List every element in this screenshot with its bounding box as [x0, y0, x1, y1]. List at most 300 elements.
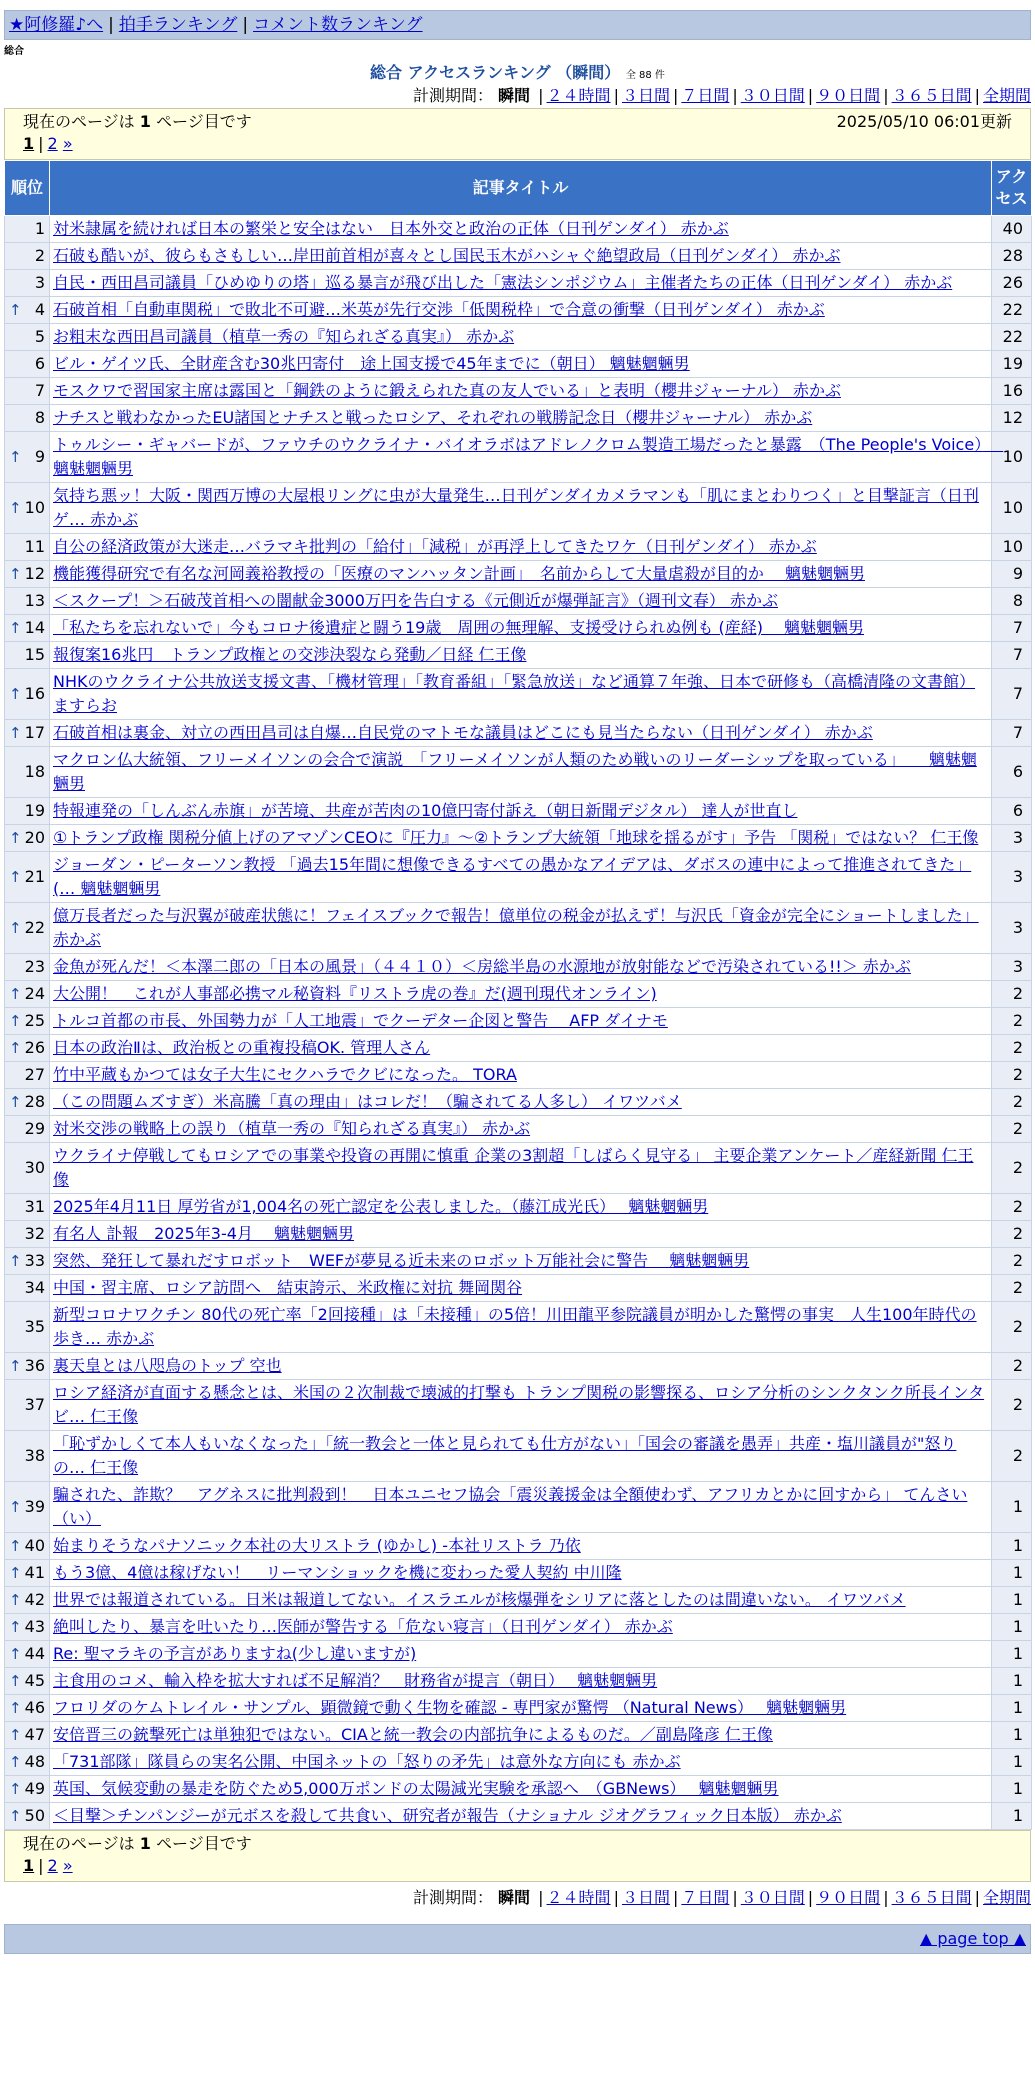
access-count: 7: [992, 669, 1032, 720]
rank-number: 10: [24, 498, 45, 517]
article-title-link[interactable]: 裏天皇とは八咫烏のトップ 空也: [53, 1356, 282, 1375]
rank-cell: [5, 1722, 50, 1749]
rank-cell: [5, 720, 50, 747]
access-count: 3: [992, 903, 1032, 954]
title-cell: [50, 1116, 992, 1143]
rank-up-arrow-icon: ↑: [9, 1039, 22, 1057]
rank-number: 19: [24, 801, 45, 820]
rank-number: 23: [24, 957, 45, 976]
separator: |: [732, 86, 738, 105]
title-cell: [50, 1722, 992, 1749]
article-title-link[interactable]: フロリダのケムトレイル・サンプル、顕微鏡で動く生物を確認 - 専門家が驚愕 （Natural News） 魑魅魍魎男: [53, 1698, 847, 1717]
article-title-link[interactable]: 主食用のコメ、輸入枠を拡大すれば不足解消？ 財務省が提言（朝日） 魑魅魍魎男: [53, 1671, 658, 1690]
header-title: 記事タイトル: [50, 161, 992, 216]
separator: |: [538, 1888, 544, 1907]
access-count: 1: [992, 1533, 1032, 1560]
title-cell: [50, 561, 992, 588]
rank-cell: [5, 378, 50, 405]
access-count: 1: [992, 1749, 1032, 1776]
rank-up-arrow-icon: ↑: [9, 1645, 22, 1663]
separator: |: [538, 86, 544, 105]
rank-up-arrow-icon: ↑: [9, 619, 22, 637]
period-current: 瞬間: [498, 86, 531, 105]
article-title-link[interactable]: 「731部隊」隊員らの実名公開、中国ネットの「怒りの矛先」は意外な方向にも 赤かぶ: [53, 1752, 681, 1771]
period-link[interactable]: ２４時間: [546, 86, 611, 105]
access-count: 9: [992, 561, 1032, 588]
title-cell: [50, 1353, 992, 1380]
article-title-link[interactable]: 「私たちを忘れないで」今もコロナ後遺症と闘う19歳 周囲の無理解、支援受けられぬ例も (産経) 魑魅魍魎男: [53, 618, 865, 637]
access-count: 2: [992, 1302, 1032, 1353]
title-cell: [50, 324, 992, 351]
title-cell: [50, 1035, 992, 1062]
article-title-link[interactable]: 騙された、詐欺？ アグネスに批判殺到！ 日本ユニセフ協会「震災義援金は全額使わず、アフリカとかに回すから」 てんさい（い）: [53, 1485, 968, 1528]
article-title-link[interactable]: マクロン仏大統領、フリーメイソンの会合で演説 「フリーメイソンが人類のため戦いのリーダーシップを取っている」 魑魅魍魎男: [53, 750, 977, 793]
rank-cell: [5, 1668, 50, 1695]
article-title-link[interactable]: もう3億、4億は稼げない！ リーマンショックを機に変わった愛人契約 中川隆: [53, 1563, 622, 1582]
table-row: [5, 270, 1032, 297]
rank-number: 34: [24, 1278, 45, 1297]
article-title-link[interactable]: ＜目撃＞チンパンジーが元ボスを殺して共食い、研究者が報告（ナショナル ジオグラフィック日本版） 赤かぶ: [53, 1806, 842, 1825]
rank-cell: [5, 405, 50, 432]
separator: |: [613, 1888, 619, 1907]
separator: |: [242, 15, 249, 35]
article-title-link[interactable]: ロシア経済が直面する懸念とは、米国の２次制裁で壊滅的打撃も トランプ関税の影響探る、ロシア分析のシンクタンク所長インタビ… 仁王像: [53, 1383, 985, 1426]
article-title-link[interactable]: 中国・習主席、ロシア訪問へ 結束誇示、米政権に対抗 舞岡関谷: [53, 1278, 523, 1297]
title-cell: [50, 1248, 992, 1275]
table-row: [5, 747, 1032, 798]
table-row: [5, 1380, 1032, 1431]
table-row: [5, 798, 1032, 825]
rank-up-arrow-icon: ↑: [9, 1498, 22, 1516]
rank-up-arrow-icon: ↑: [9, 1618, 22, 1636]
rank-number: 39: [24, 1497, 45, 1516]
separator: |: [807, 86, 814, 105]
access-count: 22: [992, 324, 1032, 351]
title-cell: [50, 1143, 992, 1194]
clap-ranking-link[interactable]: 拍手ランキング: [118, 15, 238, 35]
rank-cell: [5, 747, 50, 798]
access-count: 19: [992, 351, 1032, 378]
separator: |: [108, 15, 114, 35]
rank-cell: [5, 1248, 50, 1275]
title-cell: [50, 1221, 992, 1248]
table-row: [5, 1143, 1032, 1194]
rank-number: 48: [24, 1752, 45, 1771]
rank-number: 11: [24, 537, 45, 556]
access-count: 28: [992, 243, 1032, 270]
table-row: [5, 1431, 1032, 1482]
access-count: 2: [992, 1143, 1032, 1194]
access-count: 26: [992, 270, 1032, 297]
period-current: 瞬間: [498, 1888, 531, 1907]
rank-cell: [5, 1641, 50, 1668]
article-title-link[interactable]: ビル・ゲイツ氏、全財産含む30兆円寄付 途上国支援で45年までに（朝日） 魑魅魍魎男: [53, 354, 690, 373]
rank-number: 35: [24, 1317, 45, 1336]
table-row: [5, 1641, 1032, 1668]
access-count: 40: [992, 216, 1032, 243]
rank-number: 24: [24, 984, 45, 1003]
title-cell: [50, 954, 992, 981]
period-link[interactable]: ３０日間: [740, 86, 805, 105]
table-header-row: [5, 161, 1032, 216]
title-cell: [50, 432, 1004, 483]
rank-cell: [5, 270, 50, 297]
rank-up-arrow-icon: ↑: [9, 1357, 22, 1375]
access-count: 2: [992, 1089, 1032, 1116]
period-link[interactable]: 全期間: [982, 86, 1031, 105]
access-count: 1: [992, 1641, 1032, 1668]
rank-cell: [5, 1302, 50, 1353]
rank-up-arrow-icon: ↑: [9, 1807, 22, 1825]
rank-cell: [5, 1431, 50, 1482]
table-row: [5, 324, 1032, 351]
header-rank: 順位: [5, 161, 50, 216]
rank-cell: [5, 1194, 50, 1221]
rank-cell: [5, 1776, 50, 1803]
article-title-link[interactable]: 自民・西田昌司議員「ひめゆりの塔」巡る暴言が飛び出した「憲法シンポジウム」主催者たちの正体（日刊ゲンダイ） 赤かぶ: [53, 273, 953, 292]
article-title-link[interactable]: 石破首相「自動車関税」で敗北不可避…米英が先行交渉「低関税枠」で合意の衝撃（日刊ゲンダイ） 赤かぶ: [53, 300, 825, 319]
rank-number: 33: [24, 1251, 45, 1270]
rank-number: 42: [24, 1590, 45, 1609]
table-row: [5, 981, 1032, 1008]
period-link[interactable]: ３６５日間: [891, 1888, 972, 1907]
rank-number: 25: [24, 1011, 45, 1030]
rank-cell: [5, 669, 50, 720]
access-count: 2: [992, 1248, 1032, 1275]
home-link[interactable]: ★阿修羅♪へ: [9, 15, 104, 35]
article-title-link[interactable]: 対米隷属を続ければ日本の繁栄と安全はない 日本外交と政治の正体（日刊ゲンダイ） 赤かぶ: [53, 219, 729, 238]
rank-cell: [5, 1008, 50, 1035]
title-cell: [50, 642, 992, 669]
rank-cell: [5, 483, 50, 534]
table-row: [5, 561, 1032, 588]
article-title-link[interactable]: トルコ首都の市長、外国勢力が「人工地震」でクーデター企図と警告 AFP ダイナモ: [53, 1011, 668, 1030]
rank-up-arrow-icon: ↑: [9, 724, 22, 742]
rank-number: 29: [24, 1119, 45, 1138]
article-title-link[interactable]: 絶叫したり、暴言を吐いたり…医師が警告する「危ない寝言」（日刊ゲンダイ） 赤かぶ: [53, 1617, 673, 1636]
access-count: 2: [992, 1194, 1032, 1221]
rank-up-arrow-icon: ↑: [9, 1753, 22, 1771]
article-title-link[interactable]: 有名人 訃報 2025年3-4月 魑魅魍魎男: [53, 1224, 355, 1243]
separator: |: [672, 1888, 679, 1907]
page-2-link[interactable]: 2: [47, 134, 58, 153]
article-title-link[interactable]: ナチスと戦わなかったEU諸国とナチスと戦ったロシア、それぞれの戦勝記念日（櫻井ジャーナル） 赤かぶ: [53, 408, 813, 427]
period-label: 計測期間：: [412, 1888, 493, 1907]
access-count: 10: [992, 534, 1032, 561]
table-row: [5, 1668, 1032, 1695]
table-row: [5, 615, 1032, 642]
period-link[interactable]: ７日間: [681, 1888, 730, 1907]
article-title-link[interactable]: 安倍晋三の銃撃死亡は単独犯ではない。CIAと統一教会の内部抗争によるものだ。／副島隆彦 仁王像: [53, 1725, 773, 1744]
separator: |: [974, 86, 980, 105]
rank-number: 13: [24, 591, 45, 610]
rank-number: 21: [24, 867, 45, 886]
table-row: [5, 1248, 1032, 1275]
rank-number: 27: [24, 1065, 45, 1084]
title-cell: [50, 405, 992, 432]
article-title-link[interactable]: 金魚が死んだ！＜本澤二郎の「日本の風景」（４４１０）＜房総半島の水源地が放射能などで汚染されている!!＞ 赤かぶ: [53, 957, 911, 976]
rank-cell: [5, 798, 50, 825]
access-count: 3: [992, 825, 1032, 852]
rank-cell: [5, 432, 50, 483]
table-row: [5, 1722, 1032, 1749]
rank-cell: [5, 1695, 50, 1722]
rank-up-arrow-icon: ↑: [9, 1672, 22, 1690]
rank-number: 17: [24, 723, 45, 742]
rank-cell: [5, 1143, 50, 1194]
title-cell: [50, 588, 992, 615]
article-title-link[interactable]: 大公開！ これが人事部必携マル秘資料『リストラ虎の巻』だ(週刊現代オンライン): [53, 984, 657, 1003]
rank-cell: [5, 588, 50, 615]
period-link[interactable]: ２４時間: [546, 1888, 611, 1907]
table-row: [5, 1302, 1032, 1353]
breadcrumb: 総合: [4, 46, 24, 57]
access-count: 3: [992, 954, 1032, 981]
access-count: 7: [992, 720, 1032, 747]
table-row: [5, 1194, 1032, 1221]
title-cell: [50, 1803, 992, 1830]
table-row: [5, 825, 1032, 852]
rank-number: 40: [24, 1536, 45, 1555]
table-row: [5, 954, 1032, 981]
rank-cell: [5, 1116, 50, 1143]
title-cell: [50, 1533, 992, 1560]
article-title-link[interactable]: 英国、気候変動の暴走を防ぐため5,000万ポンドの太陽減光実験を承認へ （GBNews） 魑魅魍魎男: [53, 1779, 779, 1798]
title-cell: [50, 1275, 992, 1302]
period-label: 計測期間：: [412, 86, 493, 105]
period-link[interactable]: ３０日間: [740, 1888, 805, 1907]
rank-cell: [5, 1089, 50, 1116]
title-cell: [50, 270, 992, 297]
table-row: [5, 1749, 1032, 1776]
rank-number: 37: [24, 1395, 45, 1414]
rank-number: 9: [34, 447, 45, 466]
title-mode: （瞬間）: [556, 63, 621, 82]
ranking-table: [4, 160, 1032, 1830]
article-title-link[interactable]: ＜スクープ！＞石破茂首相への闇献金3000万円を告白する《元側近が爆弾証言》（週刊文春） 赤かぶ: [53, 591, 779, 610]
table-row: [5, 1221, 1032, 1248]
table-row: [5, 720, 1032, 747]
article-title-link[interactable]: 始まりそうなパナソニック本社の大リストラ (ゆかし) -本社リストラ 乃依: [53, 1536, 581, 1555]
title-cell: [50, 297, 992, 324]
article-title-link[interactable]: 世界では報道されている。日米は報道してない。イスラエルが核爆弾をシリアに落としたのは間違いない。 イワツバメ: [53, 1590, 906, 1609]
rank-cell: [5, 561, 50, 588]
table-row: [5, 903, 1032, 954]
period-link[interactable]: ９０日間: [816, 86, 881, 105]
current-page-text: 現在のページは 1 ページ目です: [23, 112, 252, 131]
top-navbar: [4, 10, 1031, 40]
title-cell: [50, 1776, 992, 1803]
article-title-link[interactable]: モスクワで習国家主席は露国と「鋼鉄のように鍛えられた真の友人でいる」と表明（櫻井ジャーナル） 赤かぶ: [53, 381, 841, 400]
table-row: [5, 378, 1032, 405]
next-page-link[interactable]: »: [62, 134, 73, 153]
rank-cell: [5, 1587, 50, 1614]
article-title-link[interactable]: 特報連発の「しんぶん赤旗」が苦境、共産が苦肉の10億円寄付訴え（朝日新聞デジタル） 達人が世直し: [53, 801, 798, 820]
article-title-link[interactable]: 石破首相は裏金、対立の西田昌司は自爆…自民党のマトモな議員はどこにも見当たらない（日刊ゲンダイ） 赤かぶ: [53, 723, 873, 742]
comment-ranking-link[interactable]: コメント数ランキング: [253, 15, 423, 35]
access-count: 1: [992, 1482, 1032, 1533]
table-row: [5, 405, 1032, 432]
table-row: [5, 1116, 1032, 1143]
rank-number: 18: [24, 762, 45, 781]
article-title-link[interactable]: ジョーダン・ピーターソン教授 「過去15年間に想像できるすべての愚かなアイデアは、ダボスの連中によって推進されてきた」(… 魑魅魍魎男: [53, 855, 972, 898]
article-title-link[interactable]: （この問題ムズすぎ）米高騰「真の理由」はコレだ！（騙されてる人多し） イワツバメ: [53, 1092, 682, 1111]
article-title-link[interactable]: 対米交渉の戦略上の誤り（植草一秀の『知られざる真実』） 赤かぶ: [53, 1119, 531, 1138]
access-count: 1: [992, 1695, 1032, 1722]
rank-number: 5: [34, 327, 45, 346]
article-title-link[interactable]: 「恥ずかしくて本人もいなくなった」「統一教会と一体と見られても仕方がない」「国会の審議を愚弄」共産・塩川議員が"怒りの… 仁王像: [53, 1434, 957, 1477]
article-title-link[interactable]: NHKのウクライナ公共放送支援文書、「機材管理」「教育番組」「緊急放送」など通算７年強、日本で研修も（高橋清隆の文書館） ますらお: [53, 672, 976, 715]
access-count: 1: [992, 1776, 1032, 1803]
title-cell: [50, 1008, 992, 1035]
title-cell: [50, 852, 992, 903]
title-cell: [50, 1560, 992, 1587]
article-title-link[interactable]: 億万長者だった与沢翼が破産状態に！フェイスブックで報告！億単位の税金が払えず！与沢氏「資金が完全にショートしました」 赤かぶ: [53, 906, 979, 949]
table-row: [5, 216, 1032, 243]
period-link[interactable]: ３日間: [621, 1888, 670, 1907]
rank-cell: [5, 1221, 50, 1248]
title-cell: [50, 1194, 992, 1221]
rank-number: 43: [24, 1617, 45, 1636]
access-count: 2: [992, 1035, 1032, 1062]
article-title-link[interactable]: 竹中平蔵もかつては女子大生にセクハラでクビになった。 TORA: [53, 1065, 517, 1084]
table-row: [5, 1482, 1032, 1533]
period-links: [535, 1888, 1031, 1907]
title-cell: [50, 798, 992, 825]
rank-number: 49: [24, 1779, 45, 1798]
title-cell: [50, 378, 992, 405]
separator: |: [883, 86, 889, 105]
access-count: 1: [992, 1587, 1032, 1614]
title-cell: [50, 1641, 992, 1668]
access-count: 2: [992, 1353, 1032, 1380]
rank-number: 30: [24, 1158, 45, 1177]
rank-number: 44: [24, 1644, 45, 1663]
rank-number: 36: [24, 1356, 45, 1375]
article-title-link[interactable]: 石破も酷いが、彼らもさもしい…岸田前首相が喜々とし国民玉木がハシャぐ絶望政局（日刊ゲンダイ） 赤かぶ: [53, 246, 841, 265]
rank-cell: [5, 903, 50, 954]
article-title-link[interactable]: トゥルシー・ギャバードが、ファウチのウクライナ・バイオラボはアドレノクロム製造工場だったと暴露 （The People's Voice） 魑魅魍魎男: [53, 435, 1004, 478]
rank-number: 6: [34, 354, 45, 373]
article-title-link[interactable]: 突然、発狂して暴れだすロボット WEFが夢見る近未来のロボット万能社会に警告 魑魅魍魎男: [53, 1251, 750, 1270]
separator: |: [974, 1888, 980, 1907]
access-count: 2: [992, 1062, 1032, 1089]
title-cell: [50, 534, 992, 561]
rank-cell: [5, 825, 50, 852]
table-row: [5, 1614, 1032, 1641]
rank-cell: [5, 642, 50, 669]
rank-up-arrow-icon: ↑: [9, 1591, 22, 1609]
rank-up-arrow-icon: ↑: [9, 919, 22, 937]
rank-number: 32: [24, 1224, 45, 1243]
article-title-link[interactable]: 報復案16兆円 トランプ政権との交渉決裂なら発動／日経 仁王像: [53, 645, 527, 664]
rank-up-arrow-icon: ↑: [9, 1252, 22, 1270]
rank-cell: [5, 1614, 50, 1641]
rank-number: 31: [24, 1197, 45, 1216]
rank-cell: [5, 1533, 50, 1560]
period-link[interactable]: ９０日間: [816, 1888, 881, 1907]
article-title-link[interactable]: Re: 聖マラキの予言がありますね(少し違いますが): [53, 1644, 417, 1663]
period-link[interactable]: ３６５日間: [891, 86, 972, 105]
access-count: 2: [992, 1116, 1032, 1143]
access-count: 10: [992, 483, 1032, 534]
article-title-link[interactable]: お粗末な西田昌司議員（植草一秀の『知られざる真実』） 赤かぶ: [53, 327, 515, 346]
access-count: 16: [992, 378, 1032, 405]
rank-number: 12: [24, 564, 45, 583]
rank-number: 14: [24, 618, 45, 637]
article-title-link[interactable]: 2025年4月11日 厚労省が1,004名の死亡認定を公表しました。（藤江成光氏） 魑魅魍魎男: [53, 1197, 709, 1216]
table-row: [5, 243, 1032, 270]
title-cell: [50, 747, 992, 798]
current-page-text: 現在のページは 1 ページ目です: [23, 1834, 252, 1853]
title-cell: [50, 1380, 992, 1431]
table-row: [5, 588, 1032, 615]
access-count: 10: [992, 432, 1032, 483]
period-link[interactable]: ７日間: [681, 86, 730, 105]
article-title-link[interactable]: ウクライナ停戦してもロシアでの事業や投資の再開に慎重 企業の3割超「しばらく見守る」 主要企業アンケート／産経新聞 仁王像: [53, 1146, 974, 1189]
title-cell: [50, 1089, 992, 1116]
article-title-link[interactable]: ①トランプ政権 関税分値上げのアマゾンCEOに『圧力』～②トランプ大統領「地球を揺るがす」予告 「関税」ではない？ 仁王像: [53, 828, 979, 847]
period-selector-top: [4, 84, 1031, 108]
access-count: 2: [992, 981, 1032, 1008]
rank-number: 16: [24, 684, 45, 703]
rank-cell: [5, 1482, 50, 1533]
title-cell: [50, 720, 992, 747]
title-cell: [50, 1587, 992, 1614]
page: [4, 10, 1031, 1954]
article-title-link[interactable]: 自公の経済政策が大迷走…バラマキ批判の「給付」「減税」が再浮上してきたワケ（日刊ゲンダイ） 赤かぶ: [53, 537, 817, 556]
table-row: [5, 1587, 1032, 1614]
title-cell: [50, 483, 992, 534]
rank-cell: [5, 243, 50, 270]
period-link[interactable]: ３日間: [621, 86, 670, 105]
page-top-link[interactable]: ▲ page top ▲: [919, 1929, 1026, 1948]
table-row: [5, 351, 1032, 378]
access-count: 1: [992, 1668, 1032, 1695]
access-count: 1: [992, 1560, 1032, 1587]
rank-number: 7: [34, 381, 45, 400]
table-row: [5, 1776, 1032, 1803]
separator: |: [883, 1888, 889, 1907]
rank-number: 20: [24, 828, 45, 847]
rank-cell: [5, 216, 50, 243]
article-title-link[interactable]: 気持ち悪ッ！大阪・関西万博の大屋根リングに虫が大量発生…日刊ゲンダイカメラマンも「肌にまとわりつく」と目撃証言（日刊ゲ… 赤かぶ: [53, 486, 979, 529]
access-count: 1: [992, 1614, 1032, 1641]
rank-up-arrow-icon: ↑: [9, 1564, 22, 1582]
access-count: 22: [992, 297, 1032, 324]
separator: |: [613, 86, 619, 105]
page-2-link[interactable]: 2: [47, 1856, 58, 1875]
separator: |: [807, 1888, 814, 1907]
separator: |: [732, 1888, 738, 1907]
article-title-link[interactable]: 機能獲得研究で有名な河岡義裕教授の「医療のマンハッタン計画」 名前からして大量虐殺が目的か 魑魅魍魎男: [53, 564, 865, 583]
access-count: 2: [992, 1431, 1032, 1482]
title-cell: [50, 216, 992, 243]
period-link[interactable]: 全期間: [982, 1888, 1031, 1907]
next-page-link[interactable]: »: [62, 1856, 73, 1875]
article-title-link[interactable]: 日本の政治Ⅱは、政治板との重複投稿OK. 管理人さん: [53, 1038, 431, 1057]
rank-up-arrow-icon: ↑: [9, 1699, 22, 1717]
table-row: [5, 642, 1032, 669]
table-row: [5, 297, 1032, 324]
rank-cell: [5, 1062, 50, 1089]
article-title-link[interactable]: 新型コロナワクチン 80代の死亡率「2回接種」は「未接種」の5倍！川田龍平参院議員が明かした驚愕の事実 人生100年時代の歩き… 赤かぶ: [53, 1305, 977, 1348]
access-count: 8: [992, 588, 1032, 615]
page-title: [4, 62, 1031, 84]
rank-number: 47: [24, 1725, 45, 1744]
rank-number: 26: [24, 1038, 45, 1057]
rank-cell: [5, 1035, 50, 1062]
